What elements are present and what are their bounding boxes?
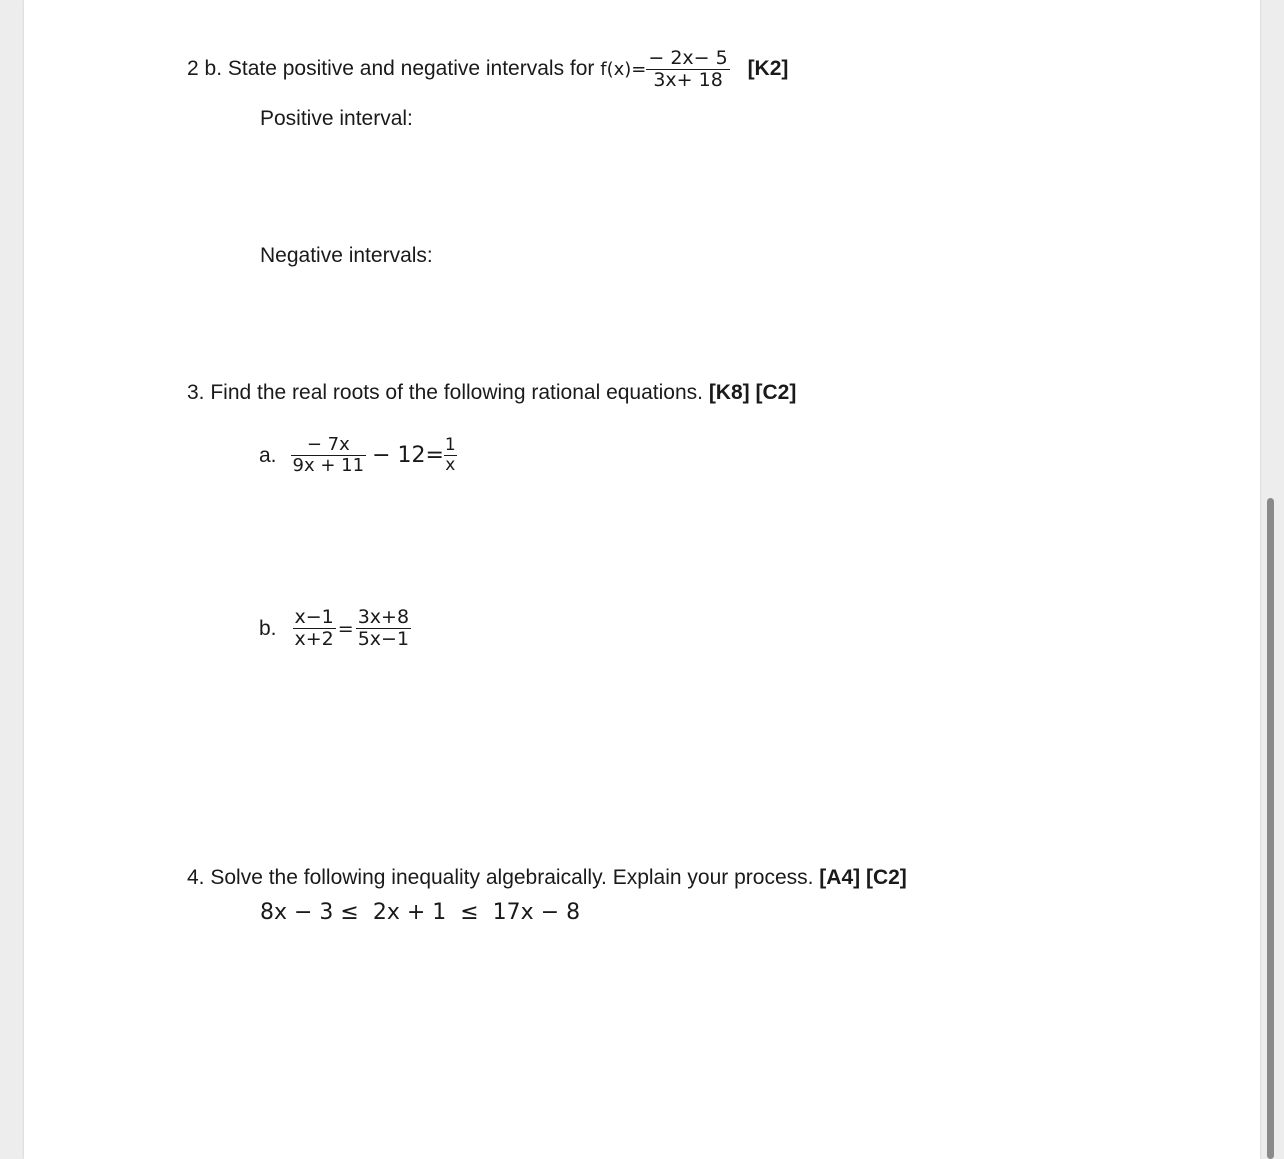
equation-b-left-fraction [293,608,336,649]
equation-a-right-fraction [444,437,457,474]
equation-b-left-denominator: x+2 [294,628,334,650]
equation-a-label: a. [259,443,277,467]
equation-a-middle: − 12= [372,443,444,468]
equation-b-right-fraction [356,608,411,649]
equation-b-right-denominator: 5x−1 [357,628,410,650]
equation-b [259,608,411,649]
equation-b-right-numerator: 3x+8 [357,606,410,628]
equation-b-left-numerator: x−1 [294,606,334,628]
equation-b-equals: = [337,617,354,640]
equation-a-left-denominator: 9x + 11 [292,455,365,476]
question-2b-text: 2 b. State positive and negative intervals for [187,57,601,81]
equation-a-right-numerator: 1 [444,435,456,455]
document-page [24,0,1260,1159]
question-3 [187,381,796,405]
equation-b-label: b. [259,616,277,640]
question-3-text: 3. Find the real roots of the following rational equations. [187,381,709,404]
function-fraction [646,49,729,90]
function-name: f(x)= [600,59,647,81]
positive-interval-label: Positive interval: [260,107,413,130]
negative-interval-label: Negative intervals: [260,244,433,267]
equation-a-right-denominator: x [445,455,456,475]
equation-a [259,436,457,475]
function-denominator: 3x+ 18 [653,69,723,91]
question-2b-tag: [K2] [747,57,789,81]
question-4-tags: [A4] [C2] [819,866,907,889]
question-4-text: 4. Solve the following inequality algebraically. Explain your process. [187,866,820,889]
question-4 [187,866,907,890]
function-numerator: − 2x− 5 [648,47,728,69]
vertical-scrollbar-thumb[interactable] [1267,498,1274,1159]
question-3-tags: [K8] [C2] [708,381,797,404]
equation-a-left-fraction [291,436,367,475]
equation-a-left-numerator: − 7x [291,436,367,456]
question-2b [187,49,788,90]
inequality-expression: 8x − 3 ≤ 2x + 1 ≤ 17x − 8 [260,900,581,925]
